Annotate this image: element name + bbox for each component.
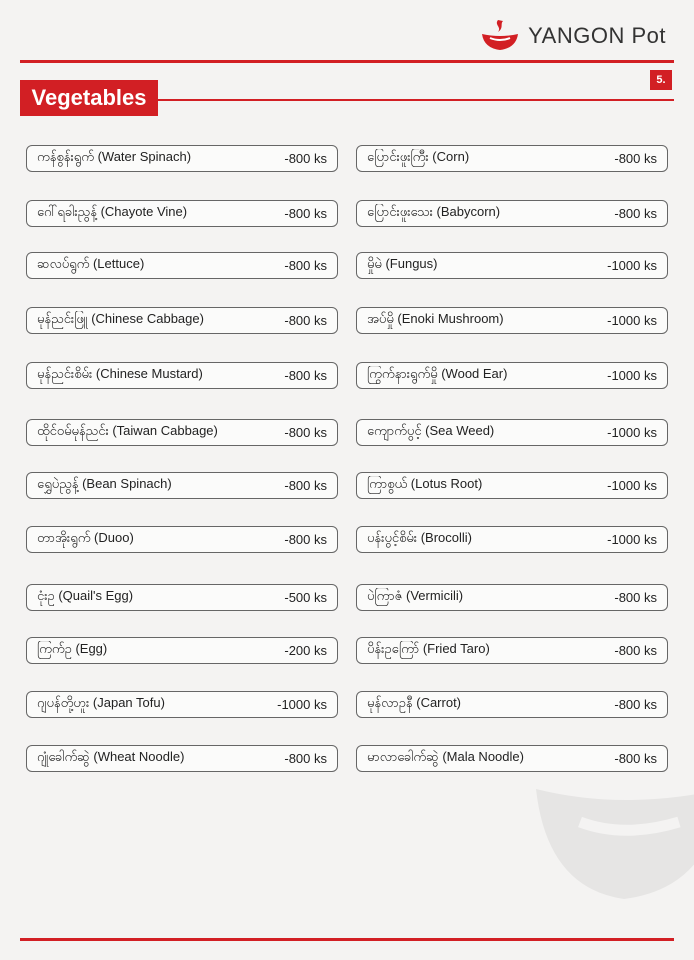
menu-item-price: -800 ks: [614, 151, 657, 166]
menu-item-name: ကန်စွန်းရွက် (Water Spinach): [37, 149, 192, 164]
menu-item-price: -1000 ks: [607, 313, 657, 328]
menu-item-name: ပိန်းဥကြော် (Fried Taro): [367, 641, 490, 656]
menu-item-name: ဆလပ်ရွက် (Lettuce): [37, 256, 145, 271]
menu-item: [356, 745, 668, 772]
menu-item-price: -800 ks: [614, 751, 657, 766]
menu-item-name: မှိုမဲ (Fungus): [367, 256, 438, 271]
brand-header: [478, 18, 666, 54]
menu-item-price: -800 ks: [284, 151, 327, 166]
menu-item-name: ဂျပန်တို့ဟူး (Japan Tofu): [37, 695, 165, 710]
bowl-watermark-icon: [514, 690, 694, 910]
menu-item: [356, 145, 668, 172]
top-divider: [20, 60, 674, 63]
menu-item-name: ဂေါ်ရခါးညွန့် (Chayote Vine): [37, 204, 188, 219]
menu-item: [26, 526, 338, 553]
menu-item-name: ရွှေပဲညွန့် (Bean Spinach): [37, 476, 172, 491]
menu-item: [356, 691, 668, 718]
menu-item-price: -1000 ks: [607, 532, 657, 547]
menu-item: [356, 637, 668, 664]
hotpot-bowl-icon: [478, 18, 522, 54]
menu-item-name: ပြောင်းဖူးသေး (Babycorn): [367, 204, 501, 219]
menu-item-price: -800 ks: [284, 206, 327, 221]
menu-item: [356, 419, 668, 446]
menu-item-name: မုန်ညင်းဖြူ (Chinese Cabbage): [37, 311, 204, 326]
menu-item-name: ထိုင်ဝမ်မုန်ညင်း (Taiwan Cabbage): [37, 423, 218, 438]
menu-item-price: -800 ks: [284, 478, 327, 493]
menu-item-name: ကြွက်နားရွက်မှို (Wood Ear): [367, 366, 508, 381]
menu-item-price: -800 ks: [284, 368, 327, 383]
bottom-divider: [20, 938, 674, 941]
menu-item: [356, 362, 668, 389]
menu-item-price: -1000 ks: [607, 425, 657, 440]
brand-name: YANGON Pot: [528, 23, 666, 48]
menu-item: [26, 745, 338, 772]
menu-item-price: -800 ks: [614, 206, 657, 221]
menu-item-name: ပဲကြာဇံ (Vermicili): [367, 588, 464, 603]
menu-item-name: တာအိုးရွက် (Duoo): [37, 530, 134, 545]
menu-item: [26, 419, 338, 446]
menu-item-name: ပြောင်းဖူးကြီး (Corn): [367, 149, 470, 164]
menu-item-price: -800 ks: [614, 590, 657, 605]
menu-item: [26, 252, 338, 279]
menu-item-price: -800 ks: [284, 425, 327, 440]
menu-item-price: -800 ks: [614, 697, 657, 712]
menu-item-price: -500 ks: [284, 590, 327, 605]
menu-item: [26, 307, 338, 334]
menu-item-price: -800 ks: [284, 313, 327, 328]
menu-item: [356, 526, 668, 553]
menu-item-name: ကျောက်ပွင့် (Sea Weed): [367, 423, 495, 438]
menu-item: [26, 200, 338, 227]
menu-item-name: အပ်မှို (Enoki Mushroom): [367, 311, 504, 326]
menu-item-price: -800 ks: [284, 751, 327, 766]
menu-item-name: ဂျုံခေါက်ဆွဲ (Wheat Noodle): [37, 749, 185, 764]
menu-item-price: -1000 ks: [607, 478, 657, 493]
menu-item-name: ပန်းပွင့်စိမ်း (Brocolli): [367, 530, 473, 545]
menu-item: [356, 307, 668, 334]
menu-item: [356, 584, 668, 611]
menu-item-price: -200 ks: [284, 643, 327, 658]
menu-item: [356, 472, 668, 499]
menu-item: [26, 472, 338, 499]
menu-item: [26, 145, 338, 172]
menu-item: [356, 252, 668, 279]
menu-item-name: ကြာစွယ် (Lotus Root): [367, 476, 483, 491]
menu-item-name: ကြက်ဥ (Egg): [37, 641, 108, 656]
menu-item: [26, 691, 338, 718]
menu-item-price: -1000 ks: [277, 697, 327, 712]
menu-item: [26, 584, 338, 611]
menu-item-name: မုန်ညင်းစိမ်း (Chinese Mustard): [37, 366, 203, 381]
menu-item-name: မုန်လာဥနီ (Carrot): [367, 695, 462, 710]
menu-item: [356, 200, 668, 227]
menu-item-name: ငုံးဥ (Quail's Egg): [37, 588, 134, 603]
menu-item-price: -800 ks: [284, 532, 327, 547]
menu-item: [26, 637, 338, 664]
menu-item-price: -800 ks: [284, 258, 327, 273]
menu-item-name: မာလာခေါက်ဆွဲ (Mala Noodle): [367, 749, 524, 764]
section-title: Vegetables: [20, 80, 158, 116]
menu-item-price: -1000 ks: [607, 368, 657, 383]
menu-item-price: -1000 ks: [607, 258, 657, 273]
menu-item-price: -800 ks: [614, 643, 657, 658]
menu-item: [26, 362, 338, 389]
page-number: 5.: [650, 70, 672, 90]
